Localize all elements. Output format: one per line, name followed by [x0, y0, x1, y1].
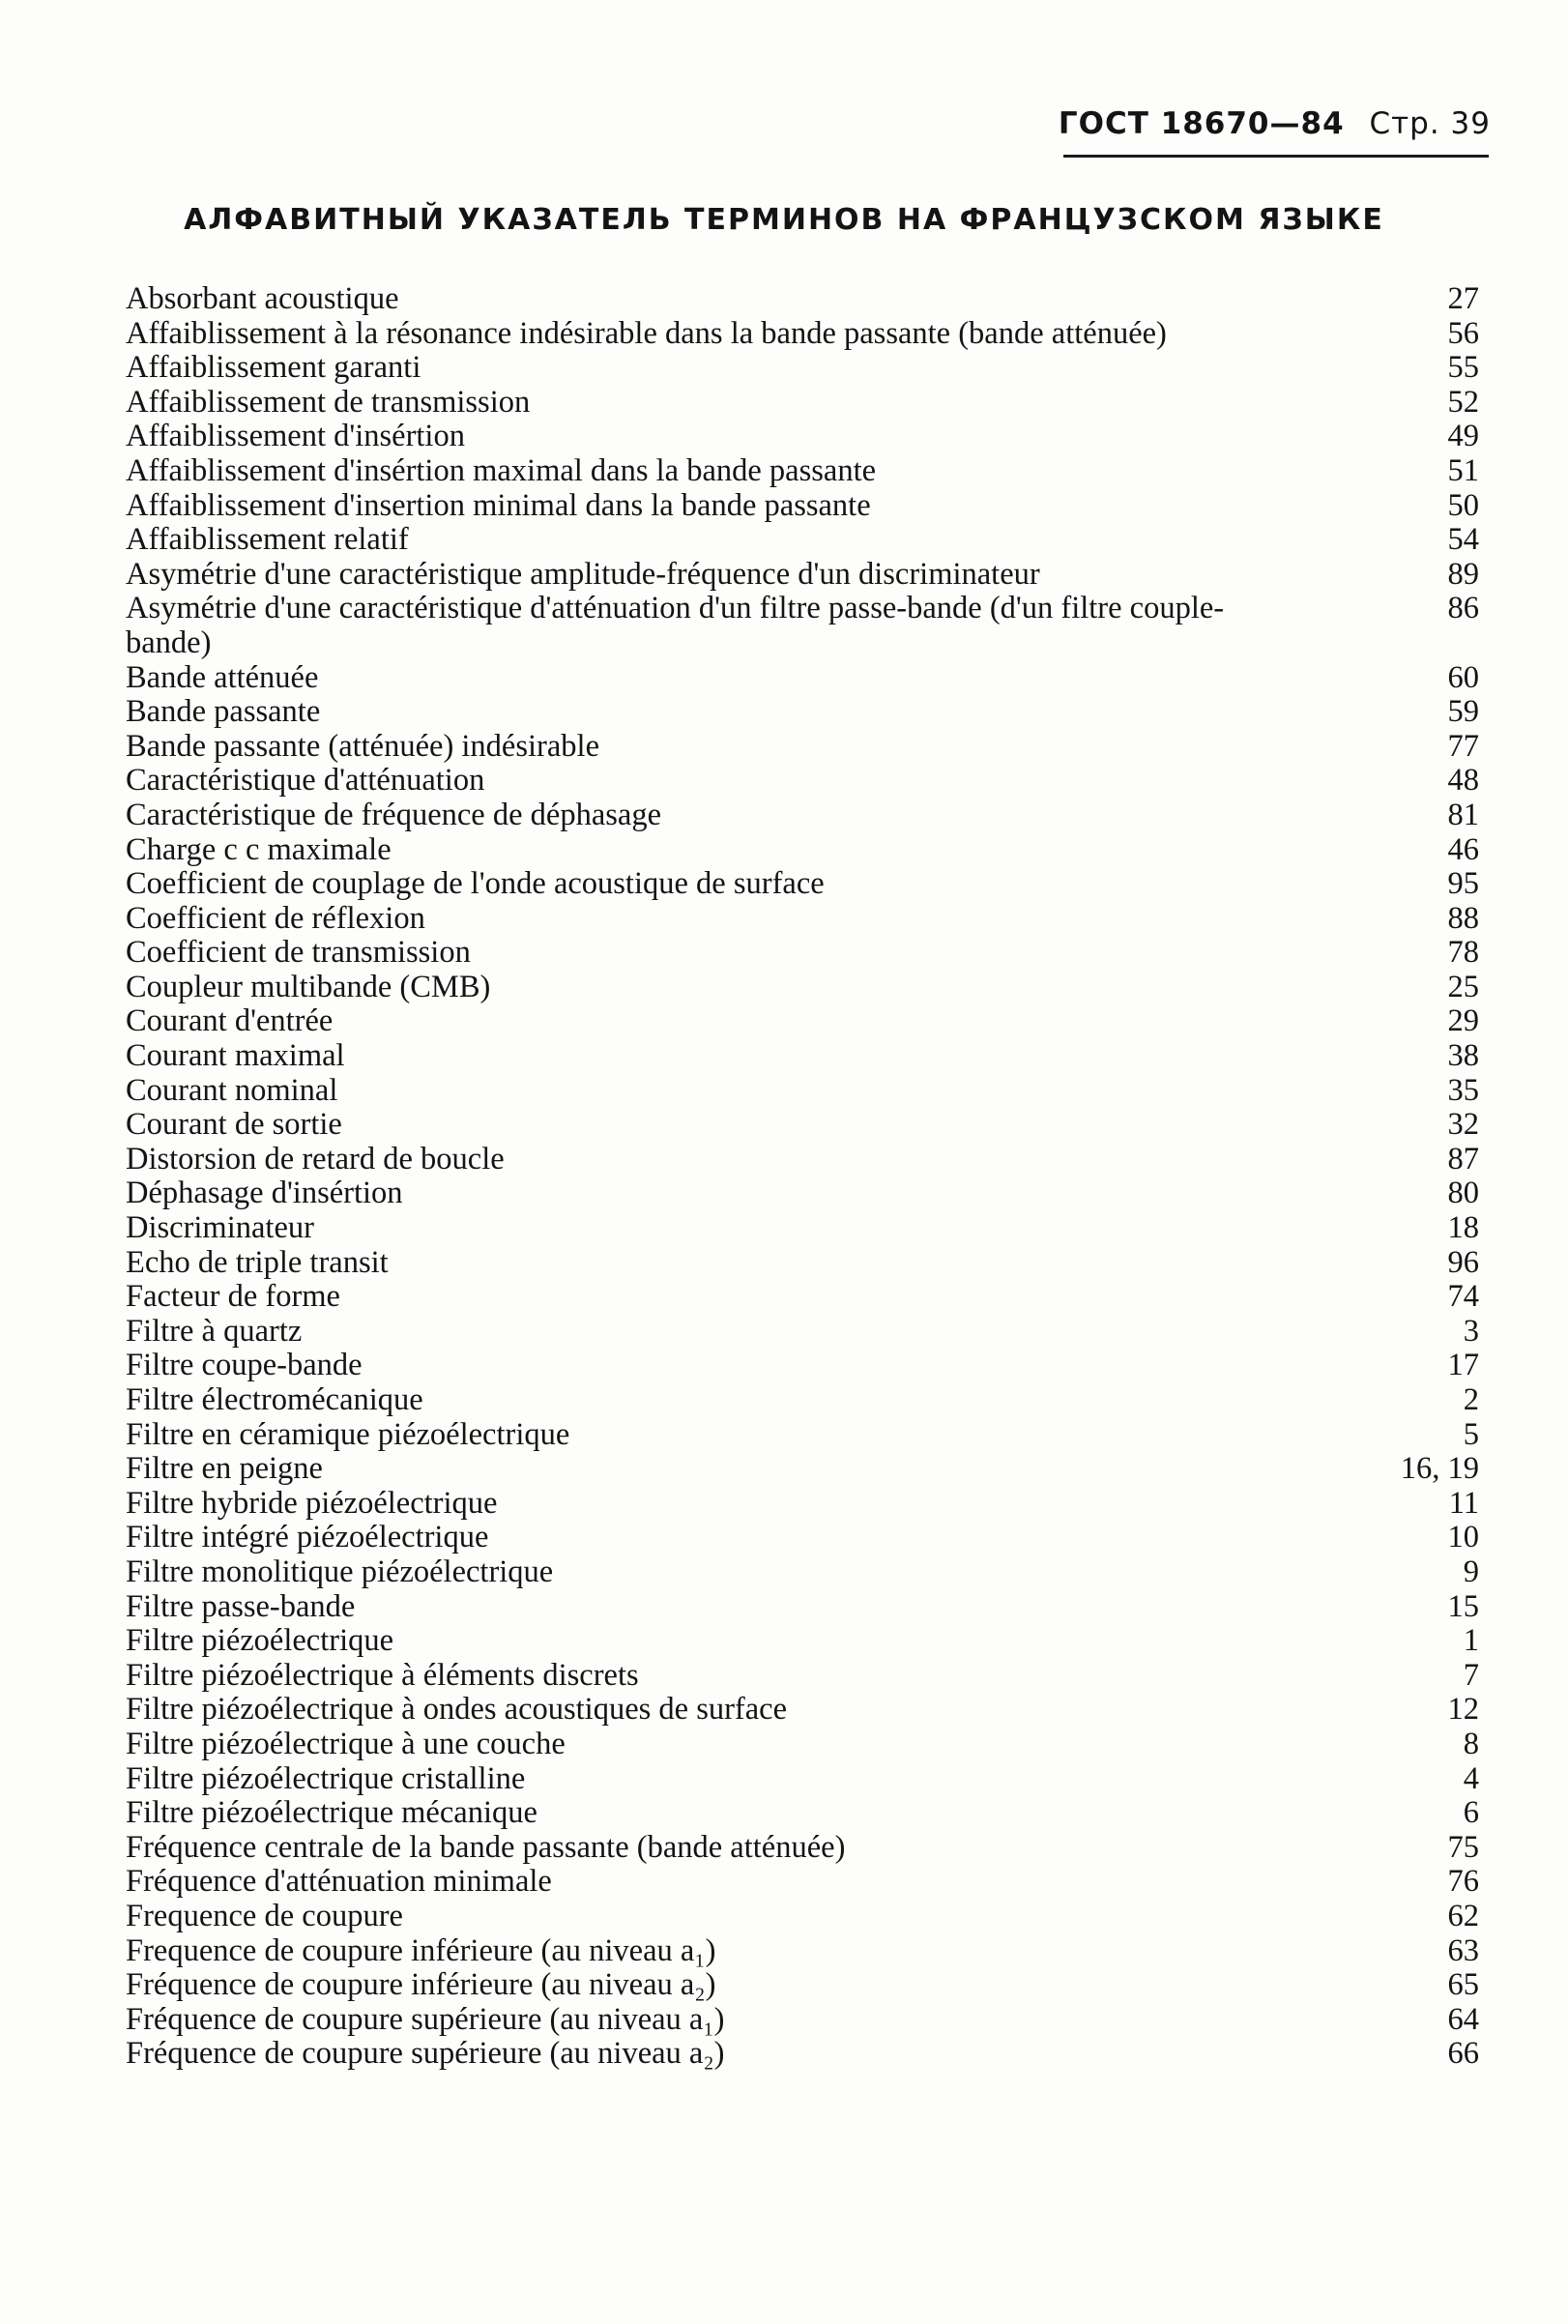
index-term: Filtre en céramique piézoélectrique — [126, 1416, 570, 1452]
index-term-number: 12 — [1447, 1692, 1479, 1728]
index-term-number: 54 — [1447, 522, 1479, 558]
index-entry — [126, 420, 1479, 454]
index-entry — [126, 1280, 1479, 1315]
index-term-number: 74 — [1447, 1279, 1479, 1315]
header-divider — [1063, 155, 1489, 158]
index-entry — [126, 1452, 1479, 1487]
index-term: Filtre piézoélectrique cristalline — [126, 1760, 526, 1796]
index-term-number: 1 — [1463, 1623, 1479, 1659]
index-term-number: 18 — [1447, 1210, 1479, 1246]
index-term-number: 8 — [1463, 1726, 1479, 1761]
index-term: Fréquence de coupure supérieure (au niveau a₂) — [126, 2036, 725, 2072]
index-term-number: 89 — [1447, 556, 1479, 592]
index-term: Courant d'entrée — [126, 1003, 334, 1039]
index-term-number: 29 — [1447, 1003, 1479, 1039]
index-term: Echo de triple transit — [126, 1244, 389, 1280]
index-entry — [126, 971, 1479, 1005]
index-term-number: 16, 19 — [1400, 1451, 1479, 1487]
index-term-number: 38 — [1447, 1038, 1479, 1074]
index-term: Filtre intégré piézoélectrique — [126, 1520, 489, 1555]
index-entry — [126, 489, 1479, 524]
index-term: Fréquence de coupure supérieure (au niveau a₁) — [126, 2001, 725, 2037]
index-entry — [126, 936, 1479, 971]
index-entry — [126, 1934, 1479, 1969]
index-entry — [126, 1349, 1479, 1383]
index-entry — [126, 1211, 1479, 1246]
index-term-number: 6 — [1463, 1795, 1479, 1831]
index-entry — [126, 764, 1479, 799]
index-entry — [126, 1004, 1479, 1039]
index-term-number: 66 — [1447, 2036, 1479, 2072]
document-code: ГОСТ 18670—84 — [1058, 106, 1345, 141]
index-term-number: 49 — [1447, 419, 1479, 454]
index-entry — [126, 1418, 1479, 1453]
index-term: Affaiblissement d'insértion — [126, 419, 465, 454]
index-term: Coefficient de couplage de l'onde acoustique de surface — [126, 866, 825, 902]
index-term-number: 80 — [1447, 1176, 1479, 1211]
index-entry — [126, 1624, 1479, 1659]
index-title: АЛФАВИТНЫЙ УКАЗАТЕЛЬ ТЕРМИНОВ НА ФРАНЦУЗСКОМ ЯЗЫКЕ — [184, 203, 1384, 237]
index-entry — [126, 1039, 1479, 1074]
index-term: Courant maximal — [126, 1038, 345, 1074]
index-entry — [126, 1590, 1479, 1625]
page-header — [1059, 106, 1491, 141]
index-term: Distorsion de retard de boucle — [126, 1141, 505, 1177]
index-entry — [126, 1693, 1479, 1728]
index-term-number: 7 — [1463, 1657, 1479, 1693]
index-entry — [126, 1555, 1479, 1590]
index-term: Frequence de coupure inférieure (au niveau a₁) — [126, 1932, 716, 1968]
index-term: Filtre coupe-bande — [126, 1348, 363, 1383]
index-term-number: 56 — [1447, 315, 1479, 351]
index-term-number: 75 — [1447, 1829, 1479, 1865]
index-term-number: 48 — [1447, 763, 1479, 799]
index-term-number: 81 — [1447, 797, 1479, 832]
index-entry — [126, 1831, 1479, 1866]
term-index-list — [126, 282, 1479, 2072]
page-number: Стр. 39 — [1369, 106, 1491, 141]
index-term: Affaiblissement garanti — [126, 350, 421, 386]
index-entry — [126, 317, 1479, 352]
index-term-number: 59 — [1447, 694, 1479, 730]
index-term: Affaiblissement d'insertion minimal dans la bande passante — [126, 487, 871, 523]
index-term: Déphasage d'insértion — [126, 1176, 403, 1211]
index-term-number: 95 — [1447, 866, 1479, 902]
index-entry — [126, 1383, 1479, 1418]
index-entry — [126, 730, 1479, 765]
index-term: Discriminateur — [126, 1210, 314, 1246]
index-term-number: 88 — [1447, 900, 1479, 936]
index-term-number: 25 — [1447, 969, 1479, 1004]
index-term: Caractéristique d'atténuation — [126, 763, 485, 799]
index-entry — [126, 454, 1479, 489]
index-entry — [126, 833, 1479, 868]
index-term-number: 51 — [1447, 452, 1479, 488]
index-term-number: 2 — [1463, 1382, 1479, 1417]
index-term: Frequence de coupure — [126, 1898, 403, 1933]
index-term: Asymétrie d'une caractéristique amplitude-fréquence d'un discriminateur — [126, 556, 1040, 592]
index-term-number: 4 — [1463, 1760, 1479, 1796]
index-term: Affaiblissement relatif — [126, 522, 409, 558]
index-term-number: 60 — [1447, 659, 1479, 695]
index-entry — [126, 902, 1479, 937]
index-term: Caractéristique de fréquence de déphasage — [126, 797, 662, 832]
index-entry — [126, 1762, 1479, 1797]
index-entry — [126, 1074, 1479, 1109]
index-term: Coupleur multibande (CMB) — [126, 969, 491, 1004]
index-entry — [126, 1487, 1479, 1522]
index-term: Filtre piézoélectrique à une couche — [126, 1726, 566, 1761]
index-entry — [126, 1865, 1479, 1900]
index-term-number: 46 — [1447, 831, 1479, 867]
index-term: Fréquence d'atténuation minimale — [126, 1864, 552, 1900]
index-term: Filtre à quartz — [126, 1313, 303, 1349]
index-term: Filtre en peigne — [126, 1451, 323, 1487]
index-term: Coefficient de réflexion — [126, 900, 425, 936]
index-entry — [126, 1143, 1479, 1177]
index-term: Bande atténuée — [126, 659, 319, 695]
index-term-number: 86 — [1447, 591, 1479, 626]
index-entry — [126, 867, 1479, 902]
index-entry — [126, 351, 1479, 386]
index-entry — [126, 1728, 1479, 1762]
index-entry — [126, 1900, 1479, 1934]
index-entry — [126, 1177, 1479, 1211]
index-term: Filtre piézoélectrique mécanique — [126, 1795, 537, 1831]
index-term-number: 32 — [1447, 1107, 1479, 1143]
index-term-number: 5 — [1463, 1416, 1479, 1452]
index-entry — [126, 1521, 1479, 1555]
index-term-number: 65 — [1447, 1967, 1479, 2003]
index-term-number: 96 — [1447, 1244, 1479, 1280]
index-term-number: 9 — [1463, 1554, 1479, 1589]
index-term: Courant nominal — [126, 1072, 338, 1108]
index-term: Asymétrie d'une caractéristique d'atténuation d'un filtre passe-bande (d'un filtre couple-bande) — [126, 591, 1225, 660]
index-term: Fréquence de coupure inférieure (au niveau a₂) — [126, 1967, 716, 2003]
index-term: Filtre électromécanique — [126, 1382, 423, 1417]
index-entry — [126, 1796, 1479, 1831]
index-term: Filtre piézoélectrique à ondes acoustiques de surface — [126, 1692, 788, 1728]
index-entry — [126, 799, 1479, 833]
index-term: Bande passante (atténuée) indésirable — [126, 728, 599, 764]
index-entry — [126, 1968, 1479, 2003]
index-entry — [126, 1108, 1479, 1143]
index-term-number: 11 — [1448, 1485, 1479, 1521]
index-term-number: 64 — [1447, 2001, 1479, 2037]
index-term-number: 87 — [1447, 1141, 1479, 1177]
index-term-number: 78 — [1447, 935, 1479, 971]
index-entry — [126, 2003, 1479, 2038]
index-term-number: 10 — [1447, 1520, 1479, 1555]
index-term: Filtre hybride piézoélectrique — [126, 1485, 498, 1521]
index-term-number: 50 — [1447, 487, 1479, 523]
index-term: Courant de sortie — [126, 1107, 342, 1143]
index-term-number: 77 — [1447, 728, 1479, 764]
index-term: Absorbant acoustique — [126, 281, 399, 316]
index-term-number: 62 — [1447, 1898, 1479, 1933]
index-term: Filtre piézoélectrique — [126, 1623, 394, 1659]
index-entry — [126, 1315, 1479, 1350]
index-entry — [126, 661, 1479, 696]
index-term-number: 52 — [1447, 384, 1479, 420]
index-term: Filtre monolitique piézoélectrique — [126, 1554, 554, 1589]
index-term: Filtre piézoélectrique à éléments discrets — [126, 1657, 639, 1693]
index-term-number: 17 — [1447, 1348, 1479, 1383]
index-term-number: 63 — [1447, 1932, 1479, 1968]
index-term: Affaiblissement d'insértion maximal dans la bande passante — [126, 452, 877, 488]
index-term: Coefficient de transmission — [126, 935, 471, 971]
index-term: Filtre passe-bande — [126, 1588, 356, 1624]
index-term-number: 3 — [1463, 1313, 1479, 1349]
index-term-number: 35 — [1447, 1072, 1479, 1108]
index-term: Charge c c maximale — [126, 831, 392, 867]
index-term: Fréquence centrale de la bande passante (bande atténuée) — [126, 1829, 846, 1865]
index-entry — [126, 558, 1479, 593]
index-term-number: 55 — [1447, 350, 1479, 386]
index-entry — [126, 1246, 1479, 1281]
index-entry — [126, 2037, 1479, 2072]
index-term-number: 15 — [1447, 1588, 1479, 1624]
index-entry — [126, 386, 1479, 421]
index-entry — [126, 592, 1479, 660]
index-term: Affaiblissement de transmission — [126, 384, 531, 420]
index-term: Affaiblissement à la résonance indésirable dans la bande passante (bande atténuée) — [126, 315, 1167, 351]
index-entry — [126, 523, 1479, 558]
index-entry — [126, 282, 1479, 317]
index-entry — [126, 695, 1479, 730]
index-term: Facteur de forme — [126, 1279, 340, 1315]
index-term: Bande passante — [126, 694, 321, 730]
index-term-number: 76 — [1447, 1864, 1479, 1900]
index-entry — [126, 1659, 1479, 1694]
index-term-number: 27 — [1447, 281, 1479, 316]
